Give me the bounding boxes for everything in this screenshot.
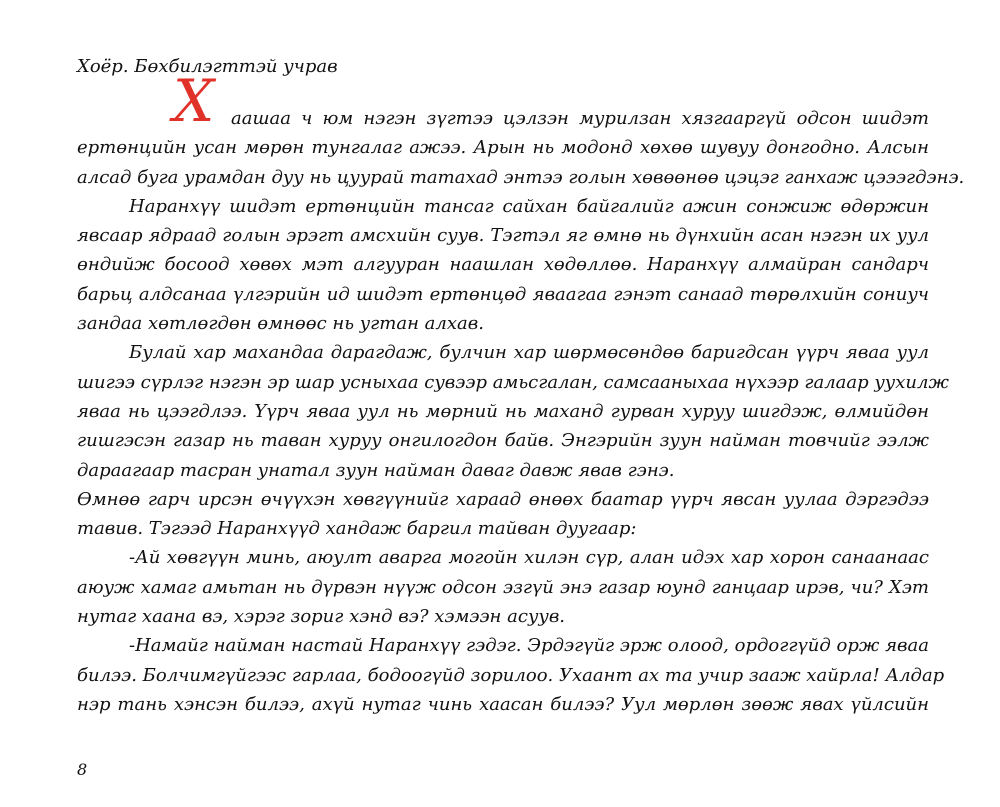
text-line: барьц алдсанаа үлгэрийн ид шидэт ертөнцөд яваагаа гэнэт санаад төрөлхийн сониуч bbox=[77, 283, 929, 305]
text-line: -Ай хөвгүүн минь, аюулт аварга могойн хилэн сүр, алан идэх хар хорон санаанаас bbox=[129, 547, 929, 569]
page-number: 8 bbox=[77, 760, 88, 779]
text-line: нэр тань хэнсэн билээ, ахүй нутаг чинь хаасан билээ? Уул мөрлөн зөөж явах үйлсийн bbox=[77, 693, 929, 715]
text-line: шигээ сүрлэг нэгэн эр шар усныхаа сувээр амьсгалан, самсааныхаа нүхээр галаар уухилж bbox=[77, 371, 949, 393]
text-line: явсаар ядраад голын эрэгт амсхийн суув. Тэгтэл яг өмнө нь дүнхийн асан нэгэн их уул bbox=[77, 225, 929, 247]
text-line: аюуж хамаг амьтан нь дүрвэн нүүж одсон эзгүй энэ газар юунд ганцаар ирэв, чи? Хэт bbox=[77, 576, 929, 598]
text-line: өндийж босоод хөвөх мэт алгууран наашлан хөдөллөө. Наранхүү алмайран сандарч bbox=[77, 254, 929, 276]
text-line: тавив. Тэгээд Наранхүүд хандаж баргил тайван дуугаар: bbox=[77, 518, 637, 540]
text-line: нутаг хаана вэ, хэрэг зориг хэнд вэ? хэмээн асуув. bbox=[77, 606, 566, 628]
text-line: гишгэсэн газар нь таван хуруу онгилогдон байв. Энгэрийн зуун найман товчийг ээлж bbox=[77, 430, 929, 452]
chapter-title: Хоёр. Бөхбилэгттэй учрав bbox=[77, 56, 338, 77]
text-line: билээ. Болчимгүйгээс гарлаа, бодоогүйд зорилоо. Ухаант ах та учир зааж хайрла! Алдар bbox=[77, 664, 945, 686]
text-line: яваа нь цээгдлээ. Үүрч яваа уул нь мөрний нь маханд гурван хуруу шигдэж, өлмийдөн bbox=[77, 400, 929, 422]
text-line: дараагаар тасран унатал зуун найман даваг давж явав гэнэ. bbox=[77, 459, 675, 481]
text-line: Наранхүү шидэт ертөнцийн тансаг сайхан байгалийг ажин сонжиж өдөржин bbox=[129, 195, 929, 217]
drop-cap: Х bbox=[173, 67, 215, 135]
text-line: -Намайг найман настай Наранхүү гэдэг. Эрдэгүйг эрж олоод, ордоггүйд орж яваа bbox=[129, 635, 929, 657]
text-line: ертөнцийн усан мөрөн тунгалаг ажээ. Арын нь модонд хөхөө шувуу донгодно. Алсын bbox=[77, 137, 929, 159]
text-line: Өмнөө гарч ирсэн өчүүхэн хөвгүүнийг хараад өнөөх баатар үүрч явсан уулаа дэргэдээ bbox=[77, 488, 929, 510]
text-line: алсад буга урамдан дуу нь цуурай татахад энтээ голын хөвөөнөө цэцэг ганхаж цэээгдэнэ. bbox=[77, 166, 965, 188]
text-line: Булай хар махандаа дарагдаж, булчин хар шөрмөсөндөө баригдсан үүрч яваа уул bbox=[129, 342, 929, 364]
text-line: Х аашаа ч юм нэгэн зүгтээ цэлзэн мурилзан хязгааргүй одсон шидэт bbox=[173, 67, 929, 135]
body-text bbox=[77, 67, 965, 719]
text-line: зандаа хөтлөгдөн өмнөөс нь угтан алхав. bbox=[77, 313, 484, 335]
